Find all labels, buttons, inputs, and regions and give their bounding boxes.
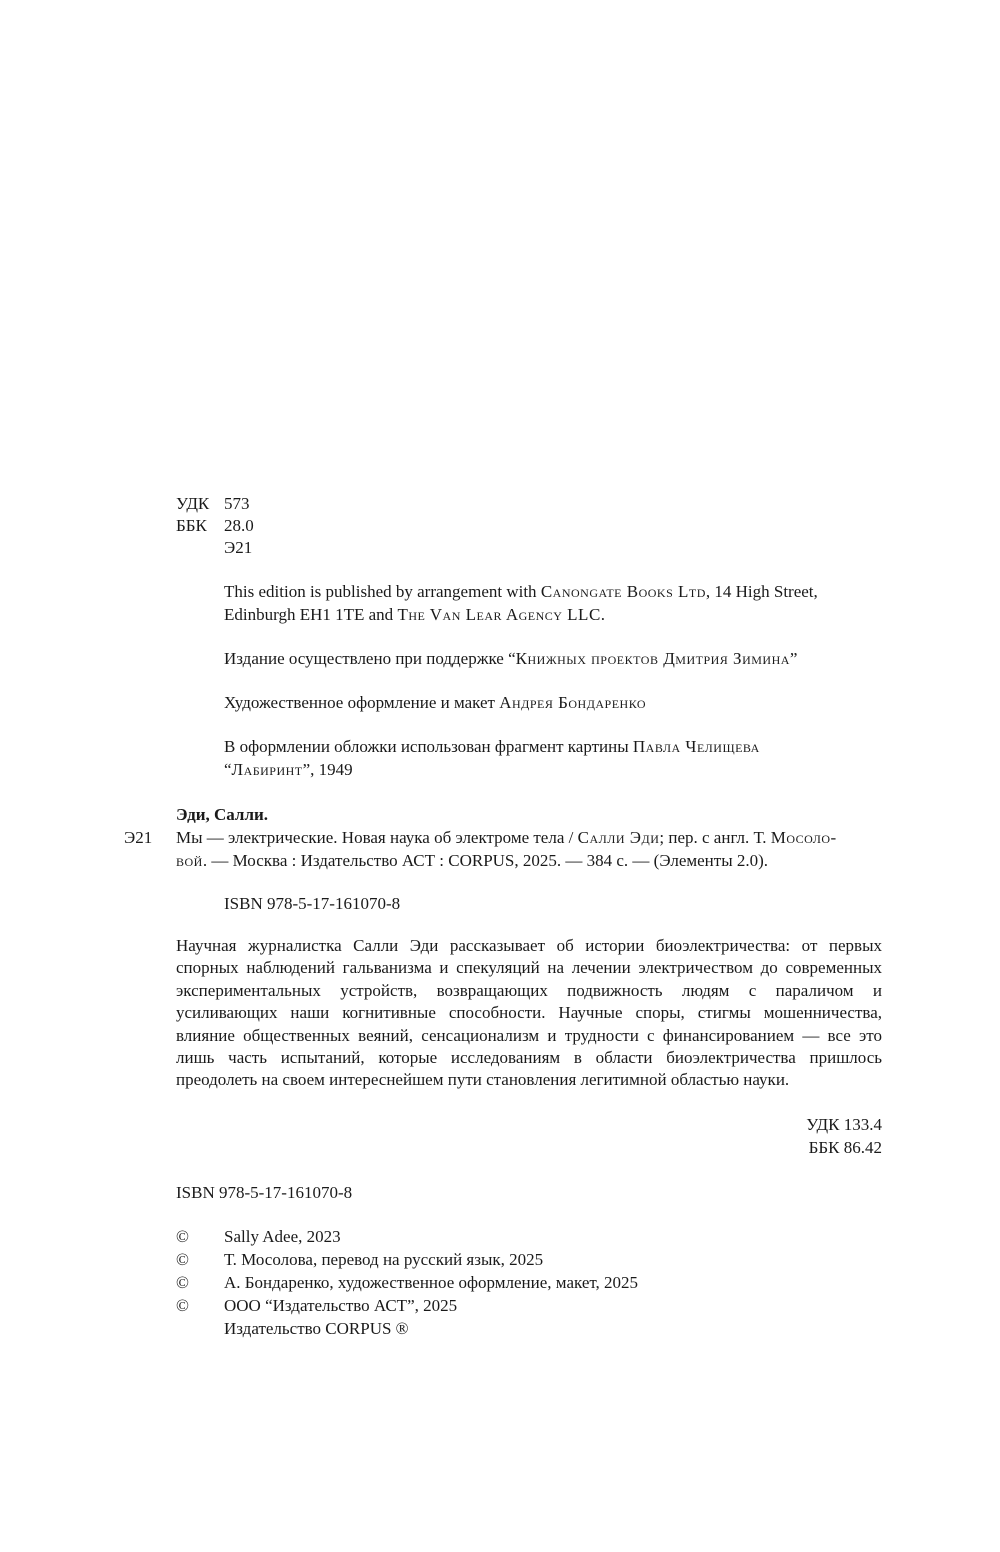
designer-name: Андрея Бондаренко [499,693,647,712]
bibliographic-isbn: ISBN 978-5-17-161070-8 [224,894,401,913]
support-sponsor: Книжных проектов Дмитрия Зимина [515,649,790,668]
bbk-secondary: ББК 86.42 [808,1138,882,1157]
imprint-info: . — Москва : Издательство АСТ : CORPUS, 2025. — 384 с. — (Элементы 2.0). [202,851,769,870]
author-heading: Эди, Салли. [176,805,269,824]
agency-name: The Van Lear Agency LLC [397,605,601,624]
bbk-value: 28.0 [224,516,254,535]
copyright-line: А. Бондаренко, художественное оформление, макет, 2025 [224,1273,639,1292]
edition-credit-text: Edinburgh EH1 1TE and [224,605,398,624]
translator-name-part2: вой [176,851,203,870]
artist-name: Павла Челищева [632,737,760,756]
bibliographic-desc-line1 [176,826,837,850]
bibliographic-desc-line2 [176,849,768,873]
artwork-year: ”, 1949 [302,760,353,779]
publisher-line: Издательство CORPUS ® [224,1319,409,1338]
edition-credit-text: This edition is published by arrangement with [224,582,541,601]
publisher-name: Canongate Books Ltd [540,582,706,601]
support-text: Издание осуществлено при поддержке “ [224,649,516,668]
copyright-symbol: © [176,1227,189,1246]
book-title: Мы — электрические. Новая наука об электроме тела / [176,828,578,847]
copyright-line: Sally Adee, 2023 [224,1227,341,1246]
author-mark: Э21 [224,538,253,557]
edition-credit-address: , 14 High Street, [705,582,818,601]
copyright-line: ООО “Издательство АСТ”, 2025 [224,1296,458,1315]
udk-label: УДК [176,494,210,513]
copyright-symbol: © [176,1296,189,1315]
udk-secondary: УДК 133.4 [806,1115,882,1134]
cover-text: В оформлении обложки использован фрагмент картины [224,737,633,756]
cover-quote-open: “ [224,760,232,779]
edition-credit-line1 [224,580,818,604]
copyright-line: Т. Мосолова, перевод на русский язык, 2025 [224,1250,544,1269]
udk-value: 573 [224,494,250,513]
cover-credit-line2 [224,758,353,782]
copyright-symbol: © [176,1273,189,1292]
cover-credit-line1 [224,735,760,759]
edition-credit-line2 [224,603,605,627]
copyright-symbol: © [176,1250,189,1269]
translator-name-part1: Мосоло- [770,828,837,847]
edition-credit-end: . [600,605,606,624]
bbk-label: ББК [176,516,207,535]
bibliographic-mark: Э21 [124,828,153,847]
support-quote-end: ” [789,649,798,668]
support-credit [224,647,797,671]
translation-note: ; пер. с англ. Т. [659,828,771,847]
design-text: Художественное оформление и макет [224,693,500,712]
design-credit [224,691,646,715]
author-name: Салли Эди [577,828,660,847]
annotation-text: Научная журналистка Салли Эди рассказывает об истории биоэлектричества: от первых спорных наблюдений гальванизма и спекуляций на лечении электричеством до современных экспериментальных устройств, возвращающих подвижность людям с параличом и усиливающих наши когнитивные способности. Научные споры, стигмы мошенничества, влияние общественных веяний, сенсационализм и трудности с финансированием — все это лишь часть испытаний, которые исследованиям в области биоэлектричества пришлось преодолеть на своем интереснейшем пути становления легитимной областью науки. [176,936,882,1090]
artwork-title: Лабиринт [231,760,303,779]
isbn-main: ISBN 978-5-17-161070-8 [176,1183,353,1202]
